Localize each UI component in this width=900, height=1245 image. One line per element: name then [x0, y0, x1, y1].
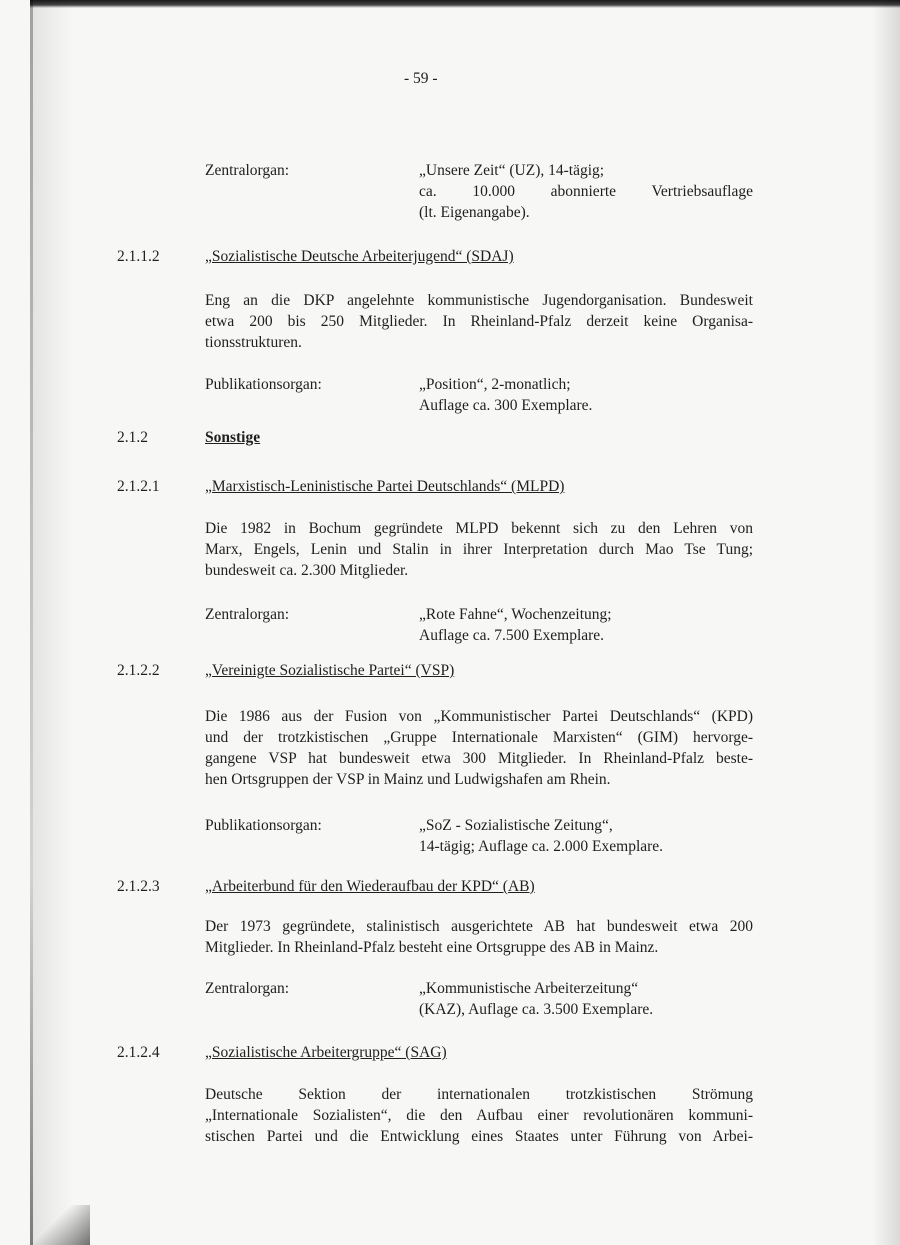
publication-line: „SoZ - Sozialistische Zeitung“,	[419, 817, 613, 834]
top-zentralorgan-label: Zentralorgan:	[205, 162, 290, 179]
publication-line: Auflage ca. 7.500 Exemplare.	[419, 627, 605, 644]
section-title: Sonstige	[205, 429, 261, 446]
scan-bottom-corner	[30, 1205, 90, 1245]
top-zentralorgan-line: ca. 10.000 abonnierte Vertriebsauflage	[419, 183, 753, 200]
section-body	[205, 1084, 753, 1147]
publication-line: „Kommunistische Arbeiterzeitung“	[419, 980, 639, 997]
publication-line: 14-tägig; Auflage ca. 2.000 Exemplare.	[419, 838, 664, 855]
section-number: 2.1.2.1	[117, 478, 160, 495]
section-body	[205, 290, 753, 353]
page-number: - 59 -	[404, 70, 438, 87]
publication-label: Zentralorgan:	[205, 606, 290, 623]
body-line: tionsstrukturen.	[205, 334, 302, 351]
body-line: hen Ortsgruppen der VSP in Mainz und Ludwigshafen am Rhein.	[205, 771, 611, 788]
section-body	[205, 518, 753, 581]
scan-gutter-shadow	[33, 0, 73, 1245]
section-number: 2.1.2.3	[117, 878, 160, 895]
body-line: gangene VSP hat bundesweit etwa 300 Mitglieder. In Rheinland-Pfalz beste-	[205, 750, 753, 767]
publication-label: Publikationsorgan:	[205, 817, 322, 834]
body-line: Die 1986 aus der Fusion von „Kommunistischer Partei Deutschlands“ (KPD)	[205, 708, 753, 725]
body-line: „Internationale Sozialisten“, die den Aufbau einer revolutionären kommuni-	[205, 1107, 753, 1124]
body-line: Mitglieder. In Rheinland-Pfalz besteht eine Ortsgruppe des AB in Mainz.	[205, 939, 659, 956]
section-number: 2.1.2.4	[117, 1044, 160, 1061]
section-title: „Arbeiterbund für den Wiederaufbau der KPD“ (AB)	[205, 878, 535, 895]
top-zentralorgan-line: „Unsere Zeit“ (UZ), 14-tägig;	[419, 162, 605, 179]
body-line: Marx, Engels, Lenin und Stalin in ihrer Interpretation durch Mao Tse Tung;	[205, 541, 753, 558]
top-zentralorgan-line	[419, 181, 753, 202]
body-line: etwa 200 bis 250 Mitglieder. In Rheinland-Pfalz derzeit keine Organisa-	[205, 313, 753, 330]
body-line: stischen Partei und die Entwicklung eines Staates unter Führung von Arbei-	[205, 1128, 753, 1145]
section-title: „Sozialistische Deutsche Arbeiterjugend“ (SDAJ)	[205, 248, 514, 265]
publication-line: „Rote Fahne“, Wochenzeitung;	[419, 606, 612, 623]
scan-top-edge	[30, 0, 900, 8]
section-title: „Vereinigte Sozialistische Partei“ (VSP)	[205, 662, 455, 679]
body-line: bundesweit ca. 2.300 Mitglieder.	[205, 562, 409, 579]
scan-left-edge	[30, 0, 33, 1245]
top-zentralorgan-line: (lt. Eigenangabe).	[419, 204, 530, 221]
publication-line: „Position“, 2-monatlich;	[419, 376, 571, 393]
section-body	[205, 916, 753, 958]
section-number: 2.1.2.2	[117, 662, 160, 679]
publication-line: (KAZ), Auflage ca. 3.500 Exemplare.	[419, 1001, 654, 1018]
section-title: „Marxistisch-Leninistische Partei Deutschlands“ (MLPD)	[205, 478, 565, 495]
section-number: 2.1.1.2	[117, 248, 160, 265]
publication-line: Auflage ca. 300 Exemplare.	[419, 397, 593, 414]
body-line: Der 1973 gegründete, stalinistisch ausgerichtete AB hat bundesweit etwa 200	[205, 918, 753, 935]
body-line: und der trotzkistischen „Gruppe Internationale Marxisten“ (GIM) hervorge-	[205, 729, 753, 746]
body-line: Deutsche Sektion der internationalen trotzkistischen Strömung	[205, 1086, 753, 1103]
section-title: „Sozialistische Arbeitergruppe“ (SAG)	[205, 1044, 447, 1061]
scan-right-edge	[872, 0, 900, 1245]
body-line: Eng an die DKP angelehnte kommunistische Jugendorganisation. Bundesweit	[205, 292, 753, 309]
publication-label: Publikationsorgan:	[205, 376, 322, 393]
section-number: 2.1.2	[117, 429, 148, 446]
section-body	[205, 706, 753, 790]
body-line: Die 1982 in Bochum gegründete MLPD bekennt sich zu den Lehren von	[205, 520, 753, 537]
publication-label: Zentralorgan:	[205, 980, 290, 997]
